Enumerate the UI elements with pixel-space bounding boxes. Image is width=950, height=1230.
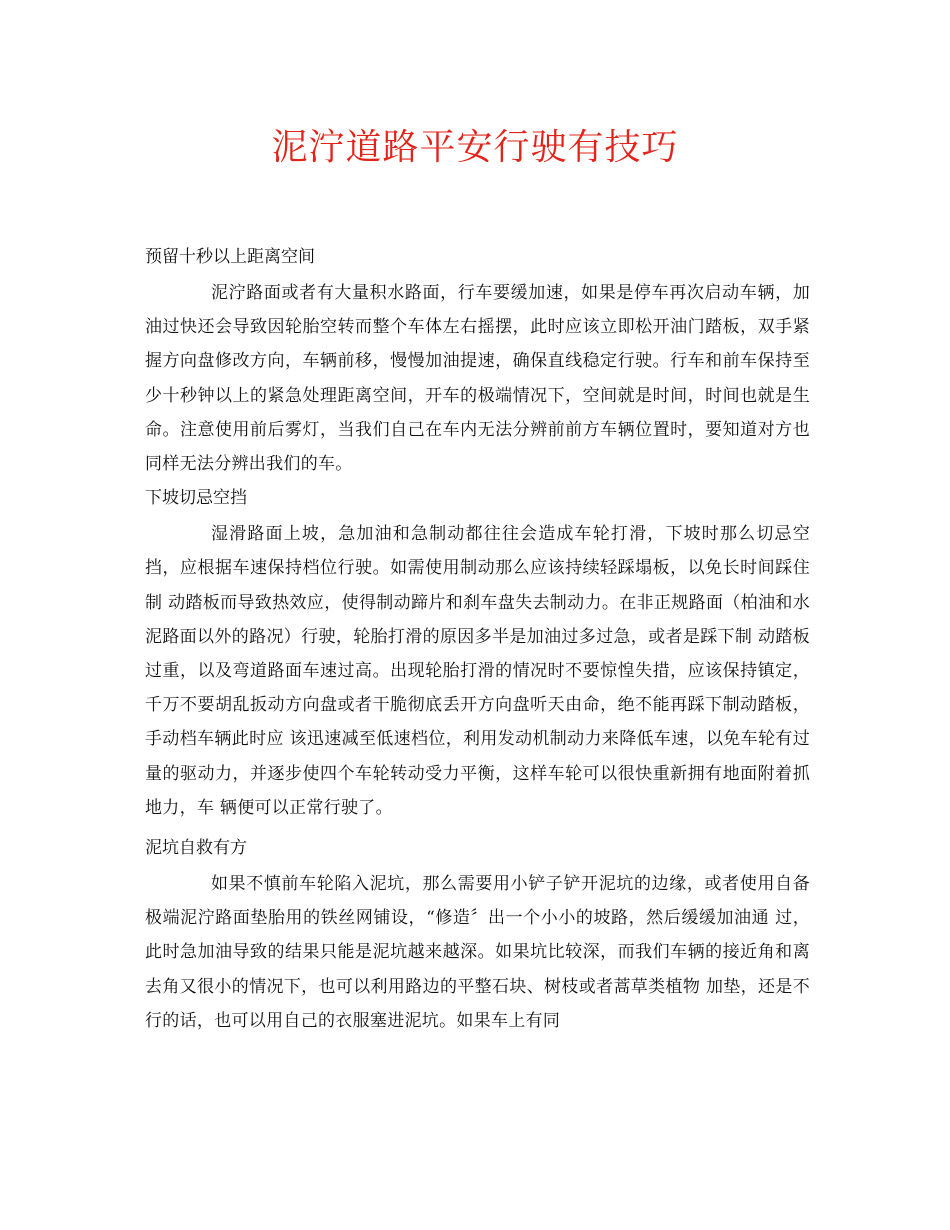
section-paragraph: 泥泞路面或者有大量积水路面，行车要缓加速，如果是停车再次启动车辆，加油过快还会导致因轮胎空转而整个车体左右摇摆，此时应该立即松开油门踏板，双手紧握方向盘修改方向，车辆前移，慢慢加油提速，确保直线稳定行驶。行车和前车保持至少十秒钟以上的紧急处理距离空间，开车的极端情况下，空间就是时间，时间也就是生命。注意使用前后雾灯，当我们自己在车内无法分辨前前方车辆位置时，要知道对方也同样无法分辨出我们的车。 bbox=[145, 283, 810, 475]
section-heading: 预留十秒以上距离空间 bbox=[145, 247, 315, 267]
page-title: 泥泞道路平安行驶有技巧 bbox=[271, 127, 679, 168]
section-paragraph: 湿滑路面上坡，急加油和急制动都往往会造成车轮打滑，下坡时那么切忌空挡，应根据车速保持档位行驶。如需使用制动那么应该持续轻踩塌板，以免长时间踩住制 动踏板而导致热效应，使得制动蹄片和刹车盘失去制动力。在非正规路面（柏油和水泥路面以外的路况）行驶，轮胎打滑的原因多半是加油过多过急，或者是踩下制 动踏板过重，以及弯道路面车速过高。出现轮胎打滑的情况时不要惊惶失措，应该保持镇定，千万不要胡乱扳动方向盘或者干脆彻底丢开方向盘听天由命，绝不能再踩下制动踏板，手动档车辆此时应 该迅速减至低速档位，利用发动机制动力来降低车速，以免车轮有过量的驱动力，并逐步使四个车轮转动受力平衡，这样车轮可以很快重新拥有地面附着抓地力，车 辆便可以正常行驶了。 bbox=[145, 524, 810, 818]
section-heading: 下坡切忌空挡 bbox=[145, 488, 247, 509]
section-heading: 泥坑自救有方 bbox=[145, 838, 247, 859]
document-body bbox=[145, 240, 810, 1038]
section-paragraph: 如果不慎前车轮陷入泥坑，那么需要用小铲子铲开泥坑的边缘，或者使用自备极端泥泞路面垫胎用的铁丝网铺设，“修造〞出一个小小的坡路，然后缓缓加油通 过，此时急加油导致的结果只能是泥坑越来越深。如果坑比较深，而我们车辆的接近角和离去角又很小的情况下，也可以利用路边的平整石块、树枝或者蒿草类植物 加垫，还是不行的话，也可以用自己的衣服塞进泥坑。如果车上有同 bbox=[145, 874, 810, 1031]
